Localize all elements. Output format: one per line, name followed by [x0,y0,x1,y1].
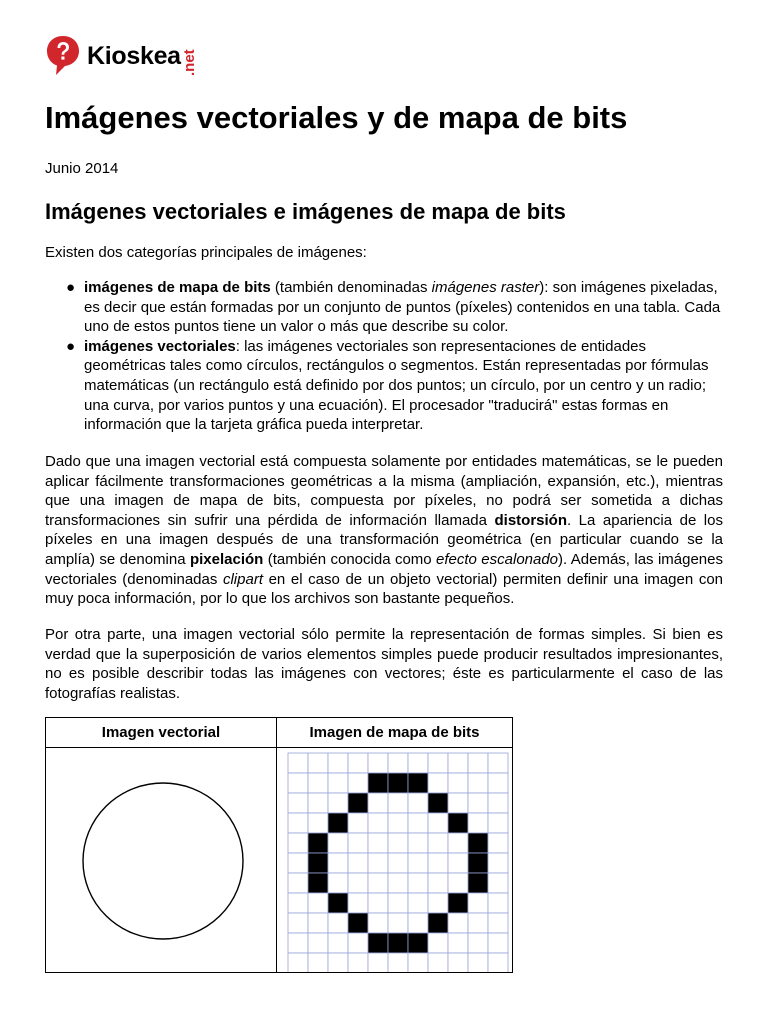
bitmap-pixel-empty [408,873,428,893]
bitmap-pixel-empty [368,873,388,893]
bitmap-pixel-empty [448,953,468,972]
bitmap-pixel-empty [408,953,428,972]
bitmap-pixel-empty [488,953,508,972]
bitmap-pixel-empty [428,853,448,873]
vector-circle [83,783,243,939]
vector-circle-figure [46,748,276,972]
term-distorsion: distorsión [494,511,567,529]
bitmap-pixel-empty [368,833,388,853]
bitmap-pixel-empty [308,773,328,793]
bitmap-pixel-empty [388,913,408,933]
bitmap-pixel-empty [328,833,348,853]
bitmap-pixel-empty [408,853,428,873]
logo-suffix: .net [181,49,198,76]
bitmap-pixel-empty [368,853,388,873]
bitmap-pixel-empty [328,913,348,933]
bitmap-pixel-empty [468,953,488,972]
bitmap-pixel-empty [328,873,348,893]
bitmap-pixel-empty [468,813,488,833]
bullet-icon: ● [66,279,76,296]
bitmap-pixel-empty [428,813,448,833]
bitmap-pixel-empty [328,933,348,953]
bitmap-pixel-empty [288,793,308,813]
bitmap-pixel-empty [368,813,388,833]
bitmap-image-cell [277,748,513,973]
bitmap-pixel-empty [348,873,368,893]
bitmap-pixel-filled [428,793,448,813]
bitmap-pixel-empty [308,893,328,913]
bitmap-pixel-empty [288,913,308,933]
bitmap-pixel-filled [348,793,368,813]
bitmap-pixel-empty [288,893,308,913]
bitmap-pixel-empty [488,913,508,933]
bitmap-pixel-empty [408,893,428,913]
bitmap-pixel-empty [408,813,428,833]
bullet-text: (también denominadas [270,279,432,296]
bitmap-circle-figure [277,748,514,972]
bitmap-pixel-empty [368,753,388,773]
bitmap-pixel-empty [488,793,508,813]
bitmap-pixel-empty [428,773,448,793]
bitmap-pixel-empty [448,873,468,893]
bitmap-pixel-empty [328,793,348,813]
bitmap-pixel-empty [308,913,328,933]
bitmap-pixel-empty [468,773,488,793]
bitmap-pixel-empty [448,933,468,953]
bitmap-pixel-filled [368,933,388,953]
bitmap-pixel-empty [448,773,468,793]
bullet-icon: ● [66,337,76,355]
bitmap-pixel-empty [448,753,468,773]
bitmap-pixel-empty [368,913,388,933]
bitmap-pixel-empty [468,933,488,953]
bitmap-pixel-empty [408,913,428,933]
bitmap-pixel-empty [308,753,328,773]
bitmap-pixel-empty [488,933,508,953]
bitmap-pixel-empty [288,833,308,853]
bitmap-pixel-filled [388,773,408,793]
bitmap-pixel-empty [328,853,348,873]
bitmap-pixel-filled [428,913,448,933]
bitmap-pixel-empty [388,753,408,773]
term-pixelacion: pixelación [189,550,264,568]
body-paragraph-1: Dado que una imagen vectorial está compuesta solamente por entidades matemáticas, se le pueden aplicar fácilmente transformaciones geométricas a la misma (ampliación, expansión, etc.), mientras que una imagen de mapa de bits, compuesta por píxeles, no podrá ser sometida a dichas transformaciones sin sufrir una pérdida de información llamada distorsión. La apariencia de los píxeles en una imagen después de una transformación geométrica (en particular cuando se la amplía) se denomina pixelación (también conocida como efecto escalonado). Además, las imágenes vectoriales (denominadas clipart en el caso de un objeto vectorial) permiten definir una imagen con muy poca información, por lo que los archivos son bastante pequeños. [45,453,723,608]
list-item [45,337,723,435]
bitmap-pixel-empty [328,753,348,773]
logo-name: Kioskea [87,41,181,70]
bitmap-pixel-empty [428,893,448,913]
bullet-italic: imágenes raster [431,279,540,296]
bitmap-pixel-filled [308,873,328,893]
bitmap-pixel-empty [288,873,308,893]
section-heading: Imágenes vectoriales e imágenes de mapa de bits [45,199,566,224]
bitmap-pixel-empty [388,793,408,813]
bitmap-pixel-filled [448,813,468,833]
bitmap-pixel-empty [348,813,368,833]
kioskea-logo-icon [45,34,81,78]
bitmap-pixel-filled [348,913,368,933]
bitmap-pixel-filled [468,833,488,853]
bitmap-pixel-empty [428,753,448,773]
header-vector: Imagen vectorial [46,718,277,748]
comparison-table [45,717,513,973]
bitmap-pixel-empty [428,833,448,853]
bullet-text: ): son imágenes pixeladas, es decir que están formadas por un conjunto de puntos (píxeles) contenidos en una tabla. Cada uno de estos puntos tiene un valor o más que describe su color. [84,279,721,336]
bitmap-pixel-empty [288,773,308,793]
bitmap-pixel-filled [468,873,488,893]
bullet-term: imágenes vectoriales [84,337,236,355]
bitmap-pixel-empty [348,893,368,913]
bitmap-pixel-filled [328,813,348,833]
bitmap-pixel-empty [288,953,308,972]
bitmap-pixel-empty [448,833,468,853]
bitmap-pixel-empty [328,773,348,793]
bitmap-pixel-empty [308,953,328,972]
bitmap-pixel-empty [388,833,408,853]
bitmap-pixel-empty [488,833,508,853]
bitmap-pixel-empty [448,913,468,933]
bitmap-pixel-filled [308,833,328,853]
bitmap-pixel-filled [368,773,388,793]
vector-image-cell [46,748,277,973]
bitmap-pixel-empty [368,953,388,972]
bitmap-pixel-empty [468,913,488,933]
bullet-term: imágenes de mapa de bits [84,279,271,296]
bitmap-pixel-empty [428,953,448,972]
bitmap-pixel-empty [348,933,368,953]
bitmap-pixel-empty [468,753,488,773]
bitmap-pixel-empty [348,833,368,853]
bitmap-pixel-empty [348,953,368,972]
bitmap-pixel-empty [488,753,508,773]
bitmap-pixel-empty [408,793,428,813]
bitmap-pixel-empty [468,793,488,813]
intro-paragraph: Existen dos categorías principales de imágenes: [45,244,367,261]
bitmap-pixel-empty [488,813,508,833]
bitmap-pixel-empty [468,893,488,913]
bitmap-pixel-empty [288,813,308,833]
bitmap-pixel-empty [388,893,408,913]
bitmap-pixel-filled [468,853,488,873]
bitmap-pixel-filled [408,773,428,793]
bitmap-pixel-empty [288,753,308,773]
bitmap-pixel-empty [428,933,448,953]
bitmap-pixel-empty [408,753,428,773]
list-item [45,278,723,337]
kioskea-logo[interactable] [45,34,181,78]
publication-date: Junio 2014 [45,160,119,177]
bitmap-pixel-empty [288,853,308,873]
bullet-text: : las imágenes vectoriales son representaciones de entidades geométricas tales como círculos, rectángulos o segmentos. Están representadas por fórmulas matemáticas (un rectángulo está definido por dos puntos; un círculo, por un centro y un radio; una curva, por varios puntos y una ecuación). El procesador "traducirá" estas formas en información que la tarjeta gráfica pueda interpretar. [84,337,709,434]
term-clipart: clipart [222,570,263,588]
bitmap-pixel-empty [288,933,308,953]
term-efecto-escalonado: efecto escalonado [436,550,559,568]
page-title: Imágenes vectoriales y de mapa de bits [45,100,628,135]
bitmap-pixel-empty [488,773,508,793]
bitmap-pixel-empty [408,833,428,853]
bitmap-pixel-empty [388,953,408,972]
bitmap-pixel-empty [368,793,388,813]
bitmap-pixel-empty [308,933,328,953]
bitmap-pixel-empty [328,953,348,972]
bitmap-pixel-empty [388,873,408,893]
bitmap-pixel-empty [308,813,328,833]
header-bitmap: Imagen de mapa de bits [277,718,513,748]
image-categories-list [45,278,723,435]
bitmap-pixel-filled [448,893,468,913]
bitmap-pixel-empty [368,893,388,913]
bitmap-pixel-empty [488,853,508,873]
bitmap-pixel-filled [308,853,328,873]
bitmap-pixel-empty [428,873,448,893]
bitmap-pixel-empty [388,813,408,833]
bitmap-pixel-empty [488,873,508,893]
bitmap-pixel-empty [348,853,368,873]
bitmap-pixel-filled [388,933,408,953]
bitmap-pixel-empty [448,853,468,873]
bitmap-pixel-filled [408,933,428,953]
bitmap-pixel-filled [328,893,348,913]
bitmap-pixel-empty [308,793,328,813]
bitmap-pixel-empty [488,893,508,913]
bitmap-pixel-empty [448,793,468,813]
bitmap-pixel-empty [348,773,368,793]
bitmap-pixel-empty [348,753,368,773]
body-paragraph-2: Por otra parte, una imagen vectorial sólo permite la representación de formas simples. Si bien es verdad que la superposición de varios elementos simples puede producir resultados impresionantes, no es posible describir todas las imágenes con vectores; éste es particularmente el caso de las fotografías realistas. [45,626,723,702]
bitmap-pixel-empty [388,853,408,873]
